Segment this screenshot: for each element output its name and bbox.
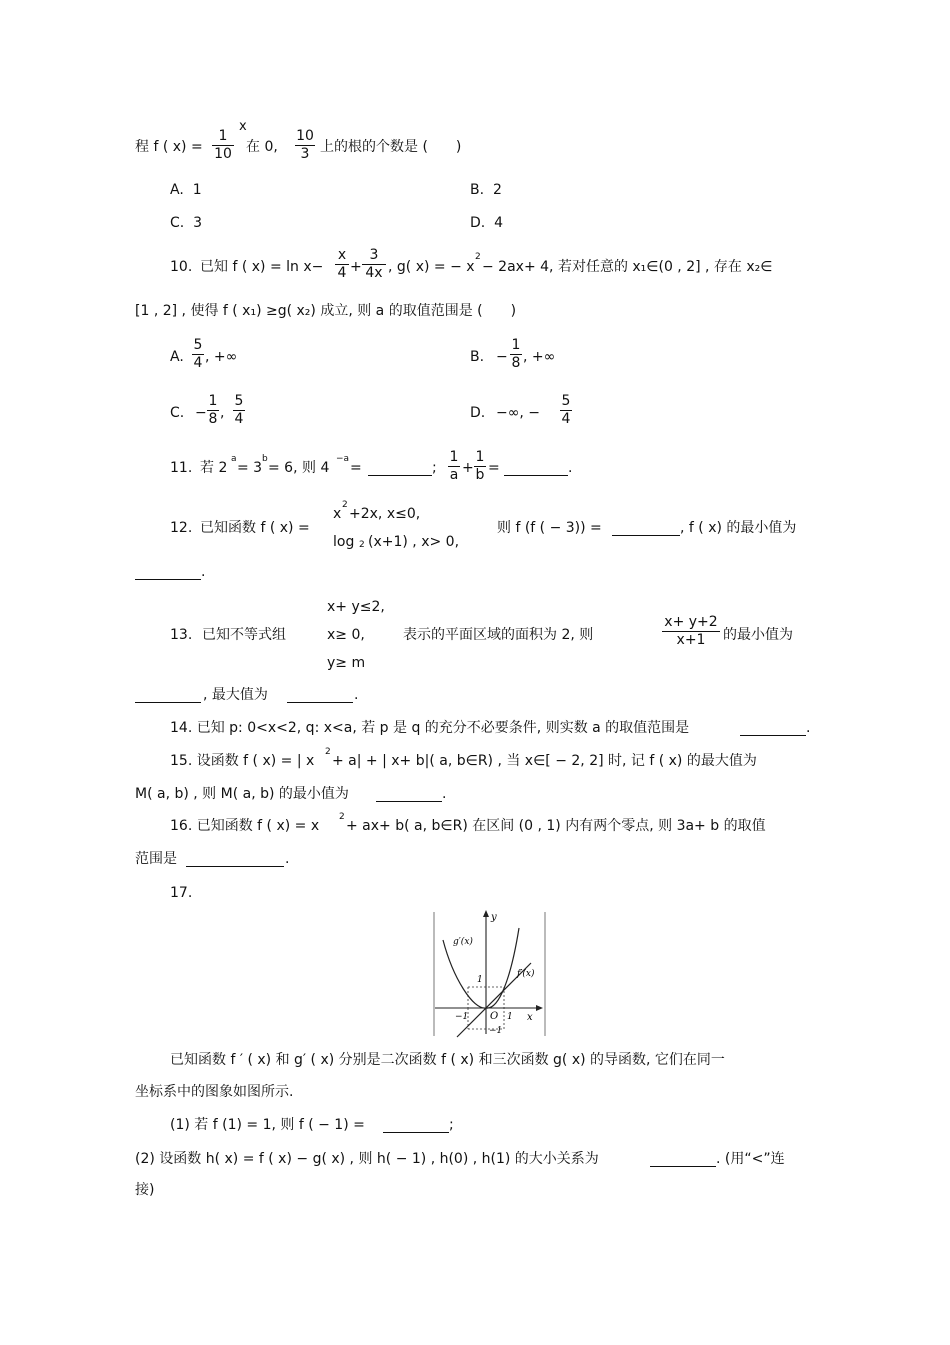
q16-blank[interactable] <box>186 852 284 867</box>
q15-text-2: + a| + | x+ b|( a, b∈R) , 当 x∈[ − 2, 2] 时, 记 f ( x) 的最大值为 <box>332 753 757 769</box>
q12-text-2: 则 f (f ( − 3)) = <box>497 520 602 536</box>
x-tick-minus-1: −1 <box>455 1012 469 1022</box>
q10-number: 10. <box>170 259 193 275</box>
q12-text-1: 已知函数 f ( x) = <box>200 520 310 536</box>
q12-text-3: , f ( x) 的最小值为 <box>680 520 797 536</box>
q13-condition-2: x≥ 0, <box>327 627 365 643</box>
q11-fraction-1-b: 1 b <box>475 449 485 483</box>
q16-text-2: + ax+ b( a, b∈R) 在区间 (0 , 1) 内有两个零点, 则 3a+ b 的取值 <box>346 818 766 834</box>
q17-blank-1[interactable] <box>383 1118 449 1133</box>
q10-option-a-fraction: 5 4 <box>193 337 203 371</box>
q13-condition-1: x+ y≤2, <box>327 599 385 615</box>
y-tick-minus-1: −1 <box>489 1026 503 1036</box>
q11-text-2: = 3 <box>237 460 263 476</box>
q11-semicolon: ; <box>432 460 437 476</box>
q15-end: . <box>442 786 447 802</box>
q16-end: . <box>285 851 290 867</box>
q12-case-2-rest: (x+1) , x> 0, <box>368 534 460 550</box>
q10-text-2: , g( x) = − x <box>388 259 475 275</box>
x-axis-arrow <box>536 1005 543 1011</box>
q11-equals: = <box>488 460 500 476</box>
q15-line-2: M( a, b) , 则 M( a, b) 的最小值为 <box>135 786 349 802</box>
q11-text-1: 若 2 <box>200 460 228 476</box>
q10-option-c-fraction-1: 1 8 <box>208 393 218 427</box>
q17-part-2-end: . (用“<”连 <box>716 1151 785 1167</box>
q17-line-2: 坐标系中的图象如图所示. <box>135 1084 294 1100</box>
q10-option-c-minus: − <box>195 405 207 421</box>
y-axis-label: y <box>491 912 497 923</box>
q12-case-1-rest: +2x, x≤0, <box>349 506 421 522</box>
q10-text-1: 已知 f ( x) = ln x− <box>200 259 324 275</box>
q11-blank-2[interactable] <box>504 461 568 476</box>
q10-option-b-label: B. <box>470 349 485 365</box>
q16-text-1: 16. 已知函数 f ( x) = x <box>170 818 320 834</box>
q10-option-c-label: C. <box>170 405 185 421</box>
q13-text-4: , 最大值为 <box>203 687 268 703</box>
q11-sup-a: a <box>231 454 237 464</box>
q10-fraction-x-4: x 4 <box>335 247 349 282</box>
q11-sup-b: b <box>262 454 268 464</box>
q9-option-b: B. 2 <box>470 182 502 198</box>
q14-text: 14. 已知 p: 0<x<2, q: x<a, 若 p 是 q 的充分不必要条件, 则实数 a 的取值范围是 <box>170 720 690 736</box>
q13-blank-2[interactable] <box>287 688 353 703</box>
q11-number: 11. <box>170 460 193 476</box>
q17-number: 17. <box>170 885 193 901</box>
q10-option-d-label: D. <box>470 405 486 421</box>
q14-end: . <box>806 720 811 736</box>
q10-option-d-prefix: −∞, − <box>496 405 541 421</box>
q17-part-2: (2) 设函数 h( x) = f ( x) − g( x) , 则 h( − 1) , h(0) , h(1) 的大小关系为 <box>135 1151 599 1167</box>
q10-sup-2: 2 <box>475 252 481 262</box>
q10-option-a-tail: , +∞ <box>205 349 238 365</box>
q13-text-2: 表示的平面区域的面积为 2, 则 <box>403 627 594 643</box>
q9-mid-text: 在 0, <box>246 139 278 155</box>
q15-sup: 2 <box>325 747 331 757</box>
q17-graph <box>433 908 547 1038</box>
q9-fraction-10-3: 10 3 <box>296 128 314 162</box>
q10-text-3: − 2ax+ 4, 若对任意的 x₁∈(0 , 2] , 存在 x₂∈ <box>482 259 773 275</box>
q9-suffix: 上的根的个数是 ( ) <box>320 139 462 155</box>
q10-option-b-minus: − <box>496 349 508 365</box>
origin-label: O <box>490 1011 499 1022</box>
q11-text-3: = 6, 则 4 <box>268 460 330 476</box>
x-tick-1: 1 <box>507 1012 513 1022</box>
q12-case-1: x <box>333 506 342 522</box>
q11-fraction-1-a: 1 a <box>449 449 459 483</box>
q13-fraction: x+ y+2 x+1 <box>662 614 720 649</box>
y-axis-arrow <box>483 910 489 917</box>
q11-end: . <box>568 460 573 476</box>
q15-text-1: 15. 设函数 f ( x) = | x <box>170 753 315 769</box>
q13-text-1: 已知不等式组 <box>202 627 286 643</box>
q9-option-a: A. 1 <box>170 182 202 198</box>
y-tick-1: 1 <box>477 975 483 985</box>
q17-part-1: (1) 若 f (1) = 1, 则 f ( − 1) = <box>170 1117 365 1133</box>
q17-part-2-line-2: 接) <box>135 1182 155 1198</box>
q13-blank-1[interactable] <box>135 688 201 703</box>
q16-line-2: 范围是 <box>135 851 177 867</box>
q10-option-d-fraction: 5 4 <box>561 393 571 427</box>
q13-end: . <box>354 687 359 703</box>
q9-option-c: C. 3 <box>170 215 203 231</box>
q14-blank[interactable] <box>740 721 806 736</box>
q12-blank-2[interactable] <box>135 565 201 580</box>
g-prime-label: g′(x) <box>453 937 473 947</box>
q13-condition-3: y≥ m <box>327 655 366 671</box>
q10-plus: + <box>350 259 362 275</box>
q17-blank-2[interactable] <box>650 1152 716 1167</box>
q11-plus: + <box>462 460 474 476</box>
q11-blank-1[interactable] <box>368 461 432 476</box>
f-prime-label: f′(x) <box>517 969 535 979</box>
q9-x-exponent: x <box>239 119 247 134</box>
q12-number: 12. <box>170 520 193 536</box>
q9-fraction-1-10: 1 10 <box>212 128 234 163</box>
q13-number: 13. <box>170 627 193 643</box>
q12-end: . <box>201 564 206 580</box>
q10-option-b-fraction: 1 8 <box>511 337 521 371</box>
x-axis-label: x <box>527 1012 533 1023</box>
q16-sup: 2 <box>339 812 345 822</box>
q11-sup-minus-a: −a <box>336 454 350 464</box>
q10-fraction-3-4x: 3 4x <box>362 247 386 282</box>
q11-text-4: = <box>350 460 362 476</box>
q12-case-2: log <box>333 534 355 550</box>
q12-case-2-sub: 2 <box>359 540 365 550</box>
q9-prefix: 程 f ( x) = <box>135 139 203 155</box>
q13-text-3: 的最小值为 <box>723 627 793 643</box>
q12-blank-1[interactable] <box>612 521 680 536</box>
q10-option-c-sep: , <box>220 405 225 421</box>
q10-option-b-tail: , +∞ <box>523 349 556 365</box>
q10-option-a-label: A. <box>170 349 184 365</box>
q17-part-1-end: ; <box>449 1117 454 1133</box>
q12-case-1-sup: 2 <box>342 500 348 510</box>
q9-option-d: D. 4 <box>470 215 504 231</box>
q10-option-c-fraction-2: 5 4 <box>234 393 244 427</box>
q15-blank[interactable] <box>376 787 442 802</box>
q10-line-2: [1 , 2] , 使得 f ( x₁) ≥g( x₂) 成立, 则 a 的取值范围是 ( ) <box>135 303 517 319</box>
q17-line-1: 已知函数 f ′ ( x) 和 g′ ( x) 分别是二次函数 f ( x) 和三次函数 g( x) 的导函数, 它们在同一 <box>170 1052 725 1068</box>
